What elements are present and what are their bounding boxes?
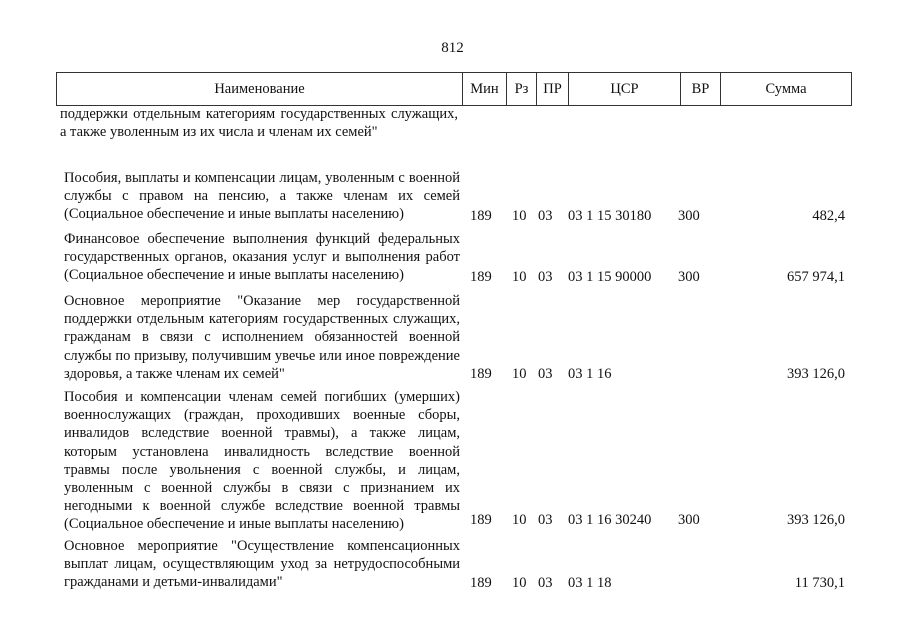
row-sum: 482,4	[812, 207, 845, 224]
row-rz: 10	[512, 511, 527, 528]
row-rz: 10	[512, 268, 527, 285]
row-pr: 03	[538, 574, 553, 591]
row-csr: 03 1 15 30180	[568, 207, 652, 224]
column-header-csr: ЦСР	[569, 73, 681, 106]
row-name: Финансовое обеспечение выполнения функций федеральных государственных органов, оказания услуг и выполнения работ (Социальное обеспечение и иные выплаты населению)	[64, 231, 460, 284]
column-header-min: Мин	[463, 73, 507, 106]
row-min: 189	[470, 365, 492, 382]
table-row	[0, 537, 905, 592]
column-header-name: Наименование	[57, 73, 463, 106]
column-header-rz: Рз	[507, 73, 537, 106]
column-header-pr: ПР	[537, 73, 569, 106]
table-row	[0, 230, 905, 286]
row-rz: 10	[512, 574, 527, 591]
row-sum: 393 126,0	[787, 365, 845, 382]
row-csr: 03 1 16	[568, 365, 612, 382]
row-pr: 03	[538, 207, 553, 224]
column-header-vr: ВР	[681, 73, 721, 106]
row-min: 189	[470, 207, 492, 224]
row-pr: 03	[538, 365, 553, 382]
table-row	[0, 105, 905, 160]
row-rz: 10	[512, 207, 527, 224]
row-min: 189	[470, 574, 492, 591]
row-name: Пособия и компенсации членам семей погибших (умерших) военнослужащих (граждан, проходивших военные сборы, инвалидов вследствие военной травмы), а также лицам, которым установлена инвалидность вследствие военной травмы после увольнения с военной службы, и лицам, уволенным с военной службы в связи с признанием их негодными к военной службе вследствие военной травмы (Социальное обеспечение и иные выплаты населению)	[64, 389, 460, 533]
page-number: 812	[441, 40, 464, 56]
row-sum: 393 126,0	[787, 511, 845, 528]
row-vr: 300	[678, 511, 700, 528]
table-header	[56, 72, 852, 106]
column-header-sum: Сумма	[721, 73, 852, 106]
row-sum: 11 730,1	[794, 574, 845, 591]
row-csr: 03 1 16 30240	[568, 511, 652, 528]
table-row	[0, 292, 905, 383]
row-min: 189	[470, 511, 492, 528]
row-csr: 03 1 18	[568, 574, 612, 591]
row-name: Основное мероприятие "Осуществление компенсационных выплат лицам, осуществляющим уход за нетрудоспособными гражданами и детьми-инвалидами"	[64, 538, 460, 591]
row-pr: 03	[538, 268, 553, 285]
table-row	[0, 388, 905, 533]
row-pr: 03	[538, 511, 553, 528]
table-row	[0, 169, 905, 225]
row-name: Основное мероприятие "Оказание мер государственной поддержки отдельным категориям государственных служащих, гражданам в связи с исполнением обязанностей военной службы по призыву, получившим увечье или иное повреждение здоровья, а также членам их семей"	[64, 293, 460, 382]
row-name: Пособия, выплаты и компенсации лицам, уволенным с военной службы с правом на пенсию, а также членам их семей (Социальное обеспечение и иные выплаты населению)	[64, 170, 460, 223]
row-min: 189	[470, 268, 492, 285]
row-csr: 03 1 15 90000	[568, 268, 652, 285]
row-vr: 300	[678, 268, 700, 285]
row-vr: 300	[678, 207, 700, 224]
row-name: поддержки отдельным категориям государственных служащих, а также уволенным из их числа и членам их семей"	[60, 106, 458, 141]
row-rz: 10	[512, 365, 527, 382]
row-sum: 657 974,1	[787, 268, 845, 285]
